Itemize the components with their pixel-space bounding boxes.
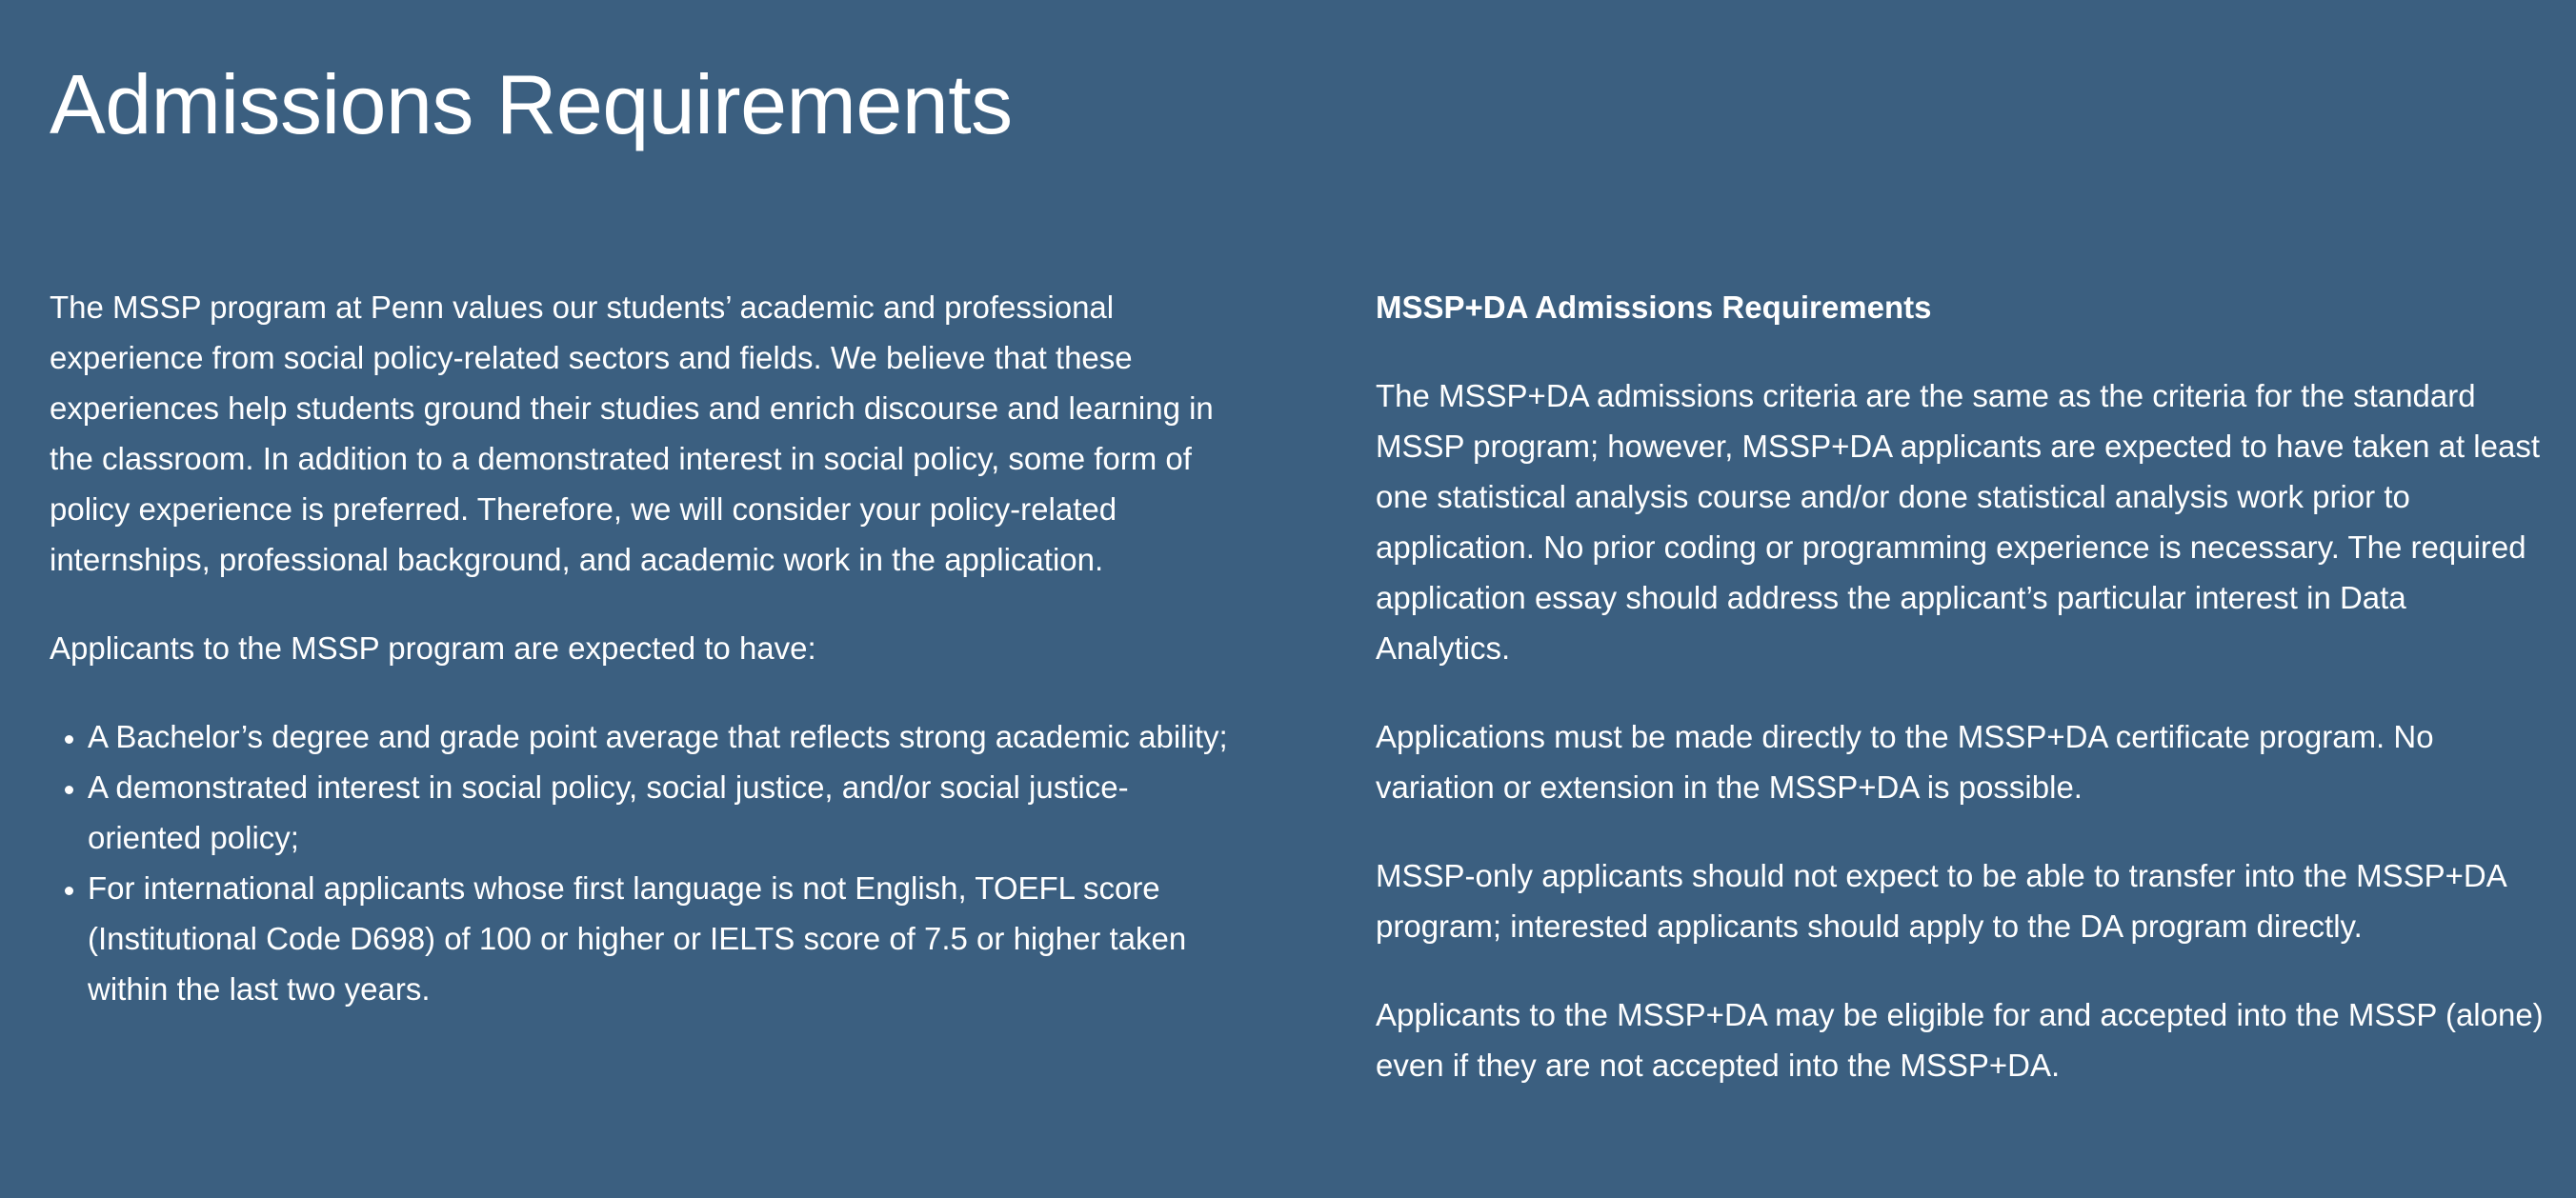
requirements-intro: Applicants to the MSSP program are expected to have:	[50, 630, 816, 666]
requirement-item: • A Bachelor’s degree and grade point average that reflects strong academic ability;	[88, 711, 1240, 762]
application-paragraph: Applications must be made directly to the MSSP+DA certificate program. No variation or extension in the MSSP+DA is possible.	[1376, 719, 2434, 805]
section-heading: MSSP+DA Admissions Requirements	[1376, 290, 1932, 325]
mssp-requirements-column	[50, 282, 1240, 1014]
requirements-list	[50, 711, 1240, 1014]
mssp-da-requirements-column	[1376, 282, 2547, 1128]
eligibility-paragraph: Applicants to the MSSP+DA may be eligible for and accepted into the MSSP (alone) even if they are not accepted into the MSSP+DA.	[1376, 997, 2544, 1083]
requirement-item: • For international applicants whose first language is not English, TOEFL score (Institutional Code D698) of 100 or higher or IELTS score of 7.5 or higher taken within the last two years.	[88, 863, 1240, 1014]
transfer-paragraph: MSSP-only applicants should not expect to be able to transfer into the MSSP+DA program; interested applicants should apply to the DA program directly.	[1376, 858, 2506, 944]
criteria-paragraph: The MSSP+DA admissions criteria are the same as the criteria for the standard MSSP program; however, MSSP+DA applicants are expected to have taken at least one statistical analysis course and/or done statistical analysis work prior to application. No prior coding or programming experience is necessary. The required application essay should address the applicant’s particular interest in Data Analytics.	[1376, 378, 2540, 666]
requirement-item: • A demonstrated interest in social policy, social justice, and/or social justice-oriented policy;	[88, 762, 1240, 863]
intro-paragraph: The MSSP program at Penn values our students’ academic and professional experience from social policy-related sectors and fields. We believe that these experiences help students ground their studies and enrich discourse and learning in the classroom. In addition to a demonstrated interest in social policy, some form of policy experience is preferred. Therefore, we will consider your policy-related internships, professional background, and academic work in the application.	[50, 290, 1214, 577]
page-title: Admissions Requirements	[50, 57, 1013, 151]
